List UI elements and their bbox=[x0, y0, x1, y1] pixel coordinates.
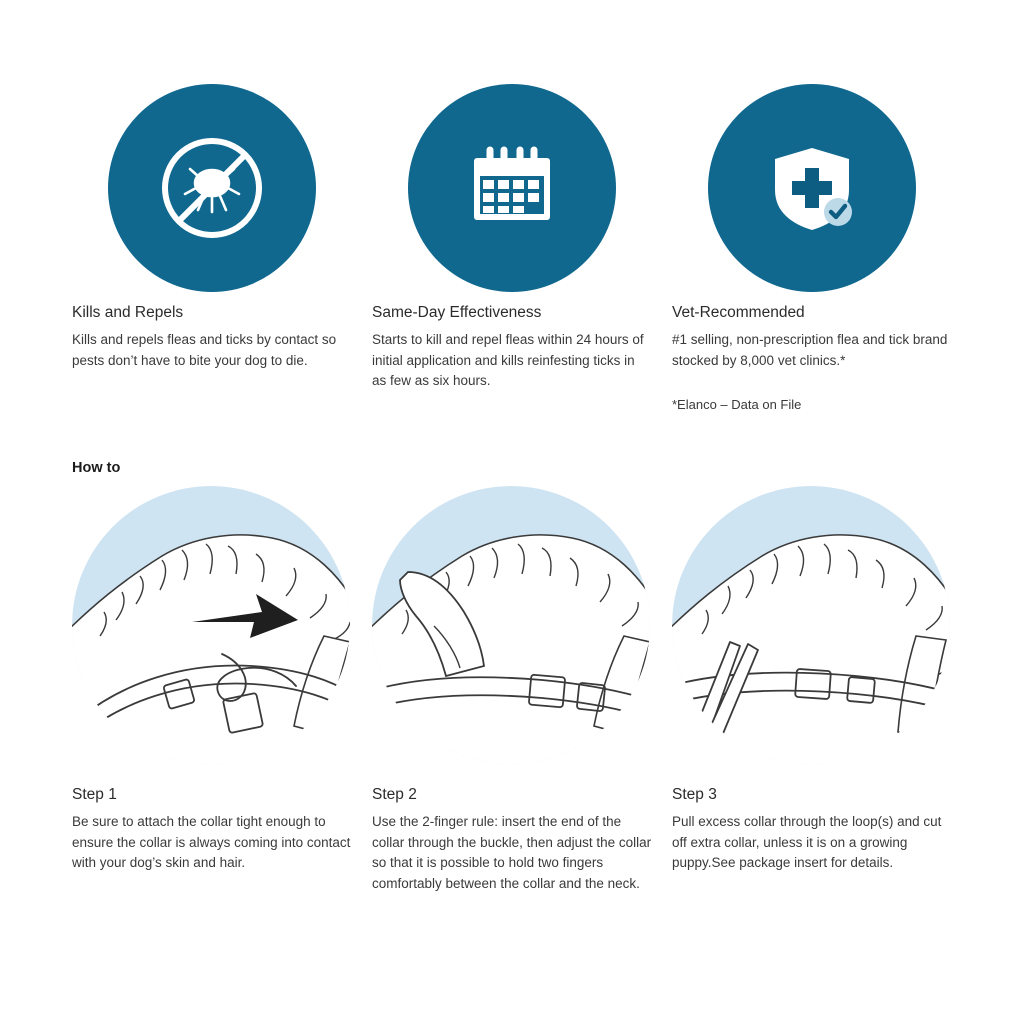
feature-icon-wrap bbox=[372, 72, 652, 304]
feature-icon-circle bbox=[708, 84, 916, 292]
feature-kills-and-repels bbox=[72, 72, 372, 412]
howto-steps-row bbox=[72, 486, 972, 894]
howto-step-2 bbox=[372, 486, 672, 894]
step1-illustration-svg bbox=[72, 486, 350, 764]
step-body: Pull excess collar through the loop(s) and cut off extra collar, unless it is on a growing puppy.See package insert for details. bbox=[672, 814, 942, 871]
feature-icon-wrap bbox=[672, 72, 952, 304]
howto-heading: How to bbox=[72, 460, 121, 477]
feature-title: Same-Day Effectiveness bbox=[372, 304, 542, 321]
calendar-icon bbox=[452, 128, 572, 248]
step3-illustration-svg bbox=[672, 486, 950, 764]
feature-title: Vet-Recommended bbox=[672, 304, 805, 321]
feature-row bbox=[72, 72, 972, 412]
step-title: Step 2 bbox=[372, 786, 417, 804]
step-title: Step 1 bbox=[72, 786, 117, 804]
step2-illustration-svg bbox=[372, 486, 650, 764]
feature-body: Kills and repels fleas and ticks by contact so pests don’t have to bite your dog to die. bbox=[72, 332, 337, 368]
feature-body: Starts to kill and repel fleas within 24 hours of initial application and kills reinfesting ticks in as few as six hours. bbox=[372, 332, 644, 389]
dog-neck-cut-excess-collar-illustration bbox=[672, 486, 950, 764]
feature-vet-recommended bbox=[672, 72, 972, 412]
feature-title: Kills and Repels bbox=[72, 304, 184, 321]
howto-step-1 bbox=[72, 486, 372, 894]
feature-same-day-effectiveness bbox=[372, 72, 672, 412]
step-body: Be sure to attach the collar tight enough to ensure the collar is always coming into contact with your dog’s skin and hair. bbox=[72, 814, 351, 871]
shield-check-icon bbox=[752, 128, 872, 248]
feature-icon-circle bbox=[108, 84, 316, 292]
no-flea-icon bbox=[152, 128, 272, 248]
step-title: Step 3 bbox=[672, 786, 717, 804]
step-body: Use the 2-finger rule: insert the end of the collar through the buckle, then adjust the collar so that it is possible to hold two fingers comfortably between the collar and the neck. bbox=[372, 814, 652, 891]
feature-footnote: *Elanco – Data on File bbox=[672, 397, 802, 413]
dog-neck-collar-arrow-illustration bbox=[72, 486, 350, 764]
howto-step-3 bbox=[672, 486, 972, 894]
dog-neck-two-finger-rule-illustration bbox=[372, 486, 650, 764]
feature-icon-wrap bbox=[72, 72, 352, 304]
feature-body: #1 selling, non-prescription flea and tick brand stocked by 8,000 vet clinics.* bbox=[672, 332, 948, 368]
feature-icon-circle bbox=[408, 84, 616, 292]
